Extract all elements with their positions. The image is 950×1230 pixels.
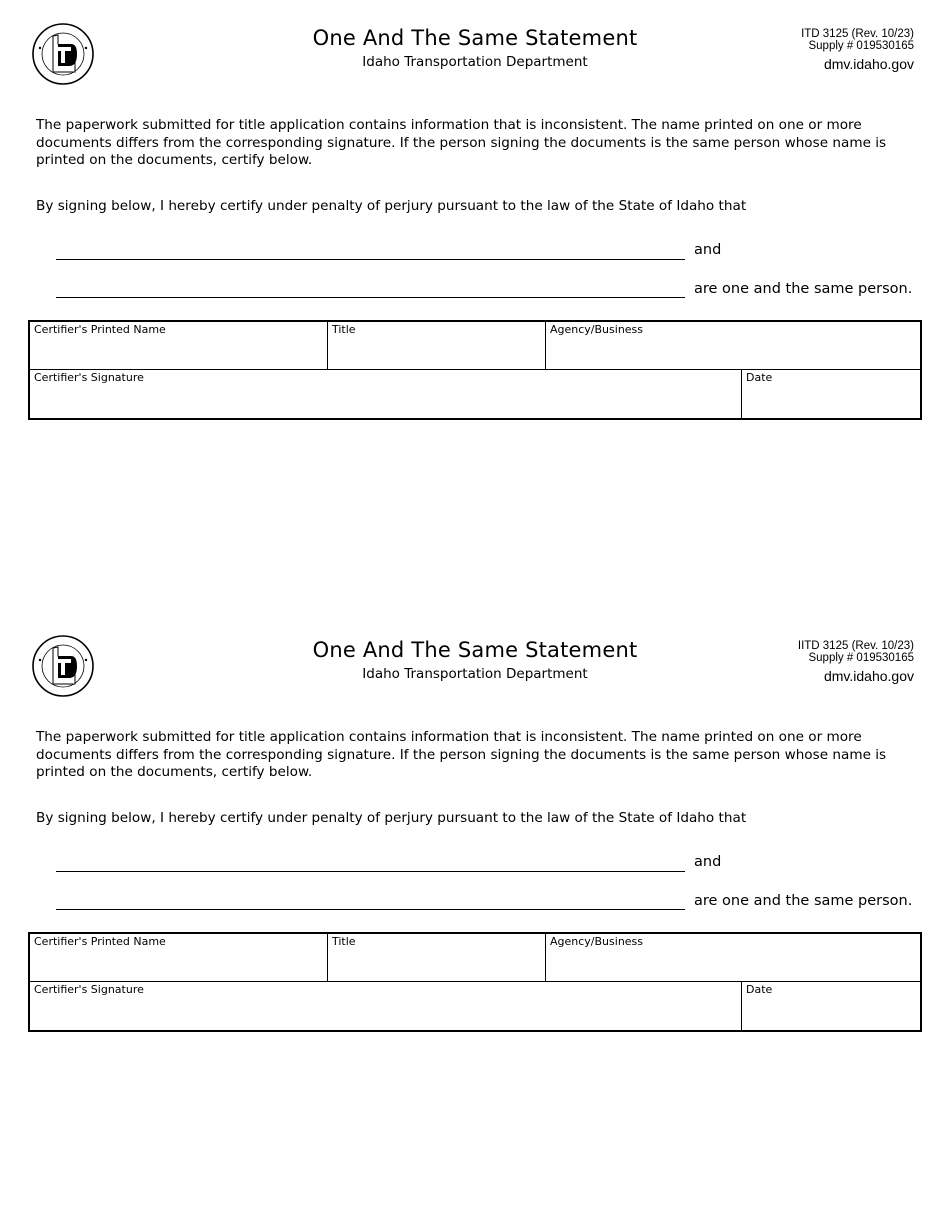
form-number-block bbox=[798, 640, 914, 664]
agency-field[interactable] bbox=[546, 934, 920, 982]
form-number-block bbox=[801, 28, 914, 52]
certifier-fields-table bbox=[28, 320, 922, 420]
printed-name-label: Certifier's Printed Name bbox=[34, 935, 166, 948]
signature-label: Certifier's Signature bbox=[34, 983, 144, 996]
same-person-label: are one and the same person. bbox=[694, 893, 913, 909]
printed-name-field[interactable] bbox=[30, 934, 328, 982]
website-link[interactable]: dmv.idaho.gov bbox=[823, 668, 914, 684]
form-title: One And The Same Statement bbox=[312, 26, 638, 50]
printed-name-field[interactable] bbox=[30, 322, 328, 370]
first-name-line[interactable] bbox=[56, 259, 685, 260]
title-field[interactable] bbox=[328, 322, 546, 370]
title-label: Title bbox=[332, 323, 356, 336]
agency-field[interactable] bbox=[546, 322, 920, 370]
signature-label: Certifier's Signature bbox=[34, 371, 144, 384]
second-name-line[interactable] bbox=[56, 909, 685, 910]
signature-field[interactable] bbox=[30, 982, 742, 1030]
instructions-paragraph: The paperwork submitted for title application contains information that is inconsistent. The name printed on one or more documents differs from the corresponding signature. If the person signing the documents is the same person whose name is printed on the documents, certify below. bbox=[36, 729, 887, 780]
date-label: Date bbox=[746, 371, 773, 384]
date-label: Date bbox=[746, 983, 773, 996]
date-field[interactable] bbox=[742, 370, 920, 418]
certification-statement: By signing below, I hereby certify under penalty of perjury pursuant to the law of the State of Idaho that bbox=[36, 810, 747, 826]
instructions-paragraph: The paperwork submitted for title application contains information that is inconsistent. The name printed on one or more documents differs from the corresponding signature. If the person signing the documents is the same person whose name is printed on the documents, certify below. bbox=[36, 117, 887, 168]
second-name-line[interactable] bbox=[56, 297, 685, 298]
form-bottom bbox=[0, 612, 950, 1032]
supply-number: Supply # 019530165 bbox=[808, 40, 914, 52]
form-number: IITD 3125 (Rev. 10/23) bbox=[797, 640, 914, 652]
same-person-label: are one and the same person. bbox=[694, 281, 913, 297]
printed-name-label: Certifier's Printed Name bbox=[34, 323, 166, 336]
supply-number: Supply # 019530165 bbox=[808, 652, 914, 664]
certifier-fields-table bbox=[28, 932, 922, 1032]
date-field[interactable] bbox=[742, 982, 920, 1030]
and-label: and bbox=[694, 242, 722, 258]
department-name: Idaho Transportation Department bbox=[362, 54, 588, 70]
first-name-line[interactable] bbox=[56, 871, 685, 872]
website-link[interactable]: dmv.idaho.gov bbox=[823, 56, 914, 72]
form-number: ITD 3125 (Rev. 10/23) bbox=[801, 28, 914, 40]
form-title: One And The Same Statement bbox=[312, 638, 638, 662]
certification-statement: By signing below, I hereby certify under penalty of perjury pursuant to the law of the State of Idaho that bbox=[36, 198, 747, 214]
title-label: Title bbox=[332, 935, 356, 948]
form-top bbox=[0, 0, 950, 420]
signature-field[interactable] bbox=[30, 370, 742, 418]
agency-label: Agency/Business bbox=[550, 935, 644, 948]
and-label: and bbox=[694, 854, 722, 870]
agency-label: Agency/Business bbox=[550, 323, 644, 336]
title-field[interactable] bbox=[328, 934, 546, 982]
department-name: Idaho Transportation Department bbox=[362, 666, 588, 682]
